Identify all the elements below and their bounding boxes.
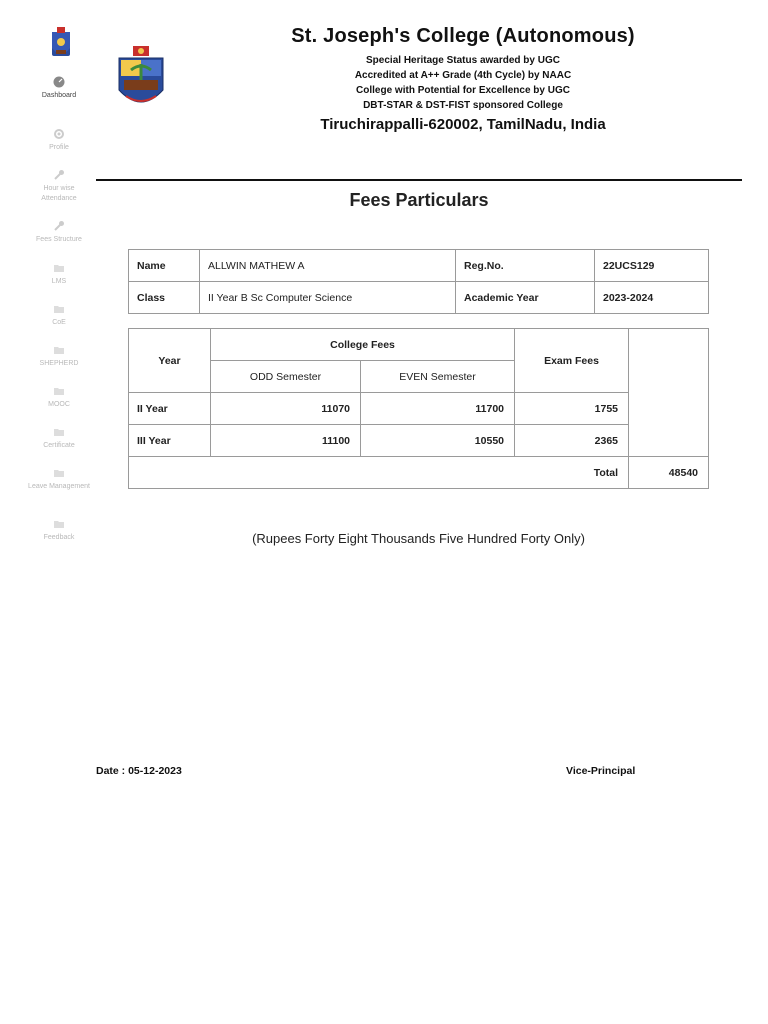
empty-cell xyxy=(629,329,709,457)
sidebar-item-fees-structure[interactable]: Fees Structure xyxy=(28,220,90,245)
even-fee-cell: 10550 xyxy=(361,425,515,457)
total-label: Total xyxy=(129,457,629,489)
student-name: ALLWIN MATHEW A xyxy=(200,250,456,282)
issue-date: Date : 05-12-2023 xyxy=(96,765,182,777)
student-info-table xyxy=(128,249,709,314)
even-semester-header: EVEN Semester xyxy=(361,361,515,393)
even-fee-cell: 11700 xyxy=(361,393,515,425)
table-header-row xyxy=(129,329,709,361)
gear-icon xyxy=(53,128,65,140)
folder-icon xyxy=(53,262,65,274)
year-cell: II Year xyxy=(129,393,211,425)
student-regno: 22UCS129 xyxy=(595,250,709,282)
wrench-icon xyxy=(53,169,65,181)
sidebar-item-profile[interactable]: Profile xyxy=(28,128,90,153)
exam-fees-header: Exam Fees xyxy=(515,329,629,393)
odd-fee-cell: 11100 xyxy=(211,425,361,457)
table-row xyxy=(129,250,709,282)
folder-icon xyxy=(53,467,65,479)
folder-icon xyxy=(53,385,65,397)
academic-year: 2023-2024 xyxy=(595,282,709,314)
header-divider xyxy=(96,179,742,181)
heritage-status-line: Special Heritage Status awarded by UGC xyxy=(366,55,560,66)
year-header: Year xyxy=(129,329,211,393)
signatory-label: Vice-Principal xyxy=(566,765,636,777)
folder-icon xyxy=(53,518,65,530)
amount-in-words: (Rupees Forty Eight Thousands Five Hundred Forty Only) xyxy=(252,531,585,546)
exam-fee-cell: 1755 xyxy=(515,393,629,425)
total-amount: 48540 xyxy=(629,457,709,489)
sidebar-item-dashboard[interactable]: Dashboard xyxy=(28,76,90,101)
college-emblem-icon xyxy=(116,46,166,112)
name-label: Name xyxy=(129,250,200,282)
total-row xyxy=(129,457,709,489)
year-cell: III Year xyxy=(129,425,211,457)
folder-icon xyxy=(53,426,65,438)
college-fees-header: College Fees xyxy=(211,329,515,361)
college-address: Tiruchirappalli-620002, TamilNadu, India xyxy=(320,116,606,133)
sidebar xyxy=(0,0,118,1024)
table-row xyxy=(129,425,709,457)
dbt-star-line: DBT-STAR & DST-FIST sponsored College xyxy=(363,100,563,111)
cpe-line: College with Potential for Excellence by UGC xyxy=(356,85,570,96)
sidebar-item-certificate[interactable]: Certificate xyxy=(28,426,90,451)
folder-icon xyxy=(53,303,65,315)
sidebar-item-coe[interactable]: CoE xyxy=(28,303,90,328)
student-class: II Year B Sc Computer Science xyxy=(200,282,456,314)
sidebar-item-leave-management[interactable]: Leave Management xyxy=(28,467,90,492)
college-name: St. Joseph's College (Autonomous) xyxy=(291,25,635,47)
wrench-icon xyxy=(53,220,65,232)
folder-icon xyxy=(53,344,65,356)
college-crest-icon xyxy=(48,26,74,62)
sidebar-item-mooc[interactable]: MOOC xyxy=(28,385,90,410)
table-row xyxy=(129,393,709,425)
class-label: Class xyxy=(129,282,200,314)
academic-year-label: Academic Year xyxy=(456,282,595,314)
naac-accreditation-line: Accredited at A++ Grade (4th Cycle) by NAAC xyxy=(354,70,572,81)
odd-fee-cell: 11070 xyxy=(211,393,361,425)
dashboard-icon xyxy=(53,76,65,88)
sidebar-item-shepherd[interactable]: SHEPHERD xyxy=(28,344,90,369)
sidebar-item-hour-wise-attendance[interactable]: Hour wise Attendance xyxy=(28,169,90,204)
table-row xyxy=(129,282,709,314)
regno-label: Reg.No. xyxy=(456,250,595,282)
page-title: Fees Particulars xyxy=(349,190,489,210)
fees-table xyxy=(128,328,709,489)
sidebar-item-feedback[interactable]: Feedback xyxy=(28,518,90,543)
sidebar-item-lms[interactable]: LMS xyxy=(28,262,90,287)
odd-semester-header: ODD Semester xyxy=(211,361,361,393)
exam-fee-cell: 2365 xyxy=(515,425,629,457)
